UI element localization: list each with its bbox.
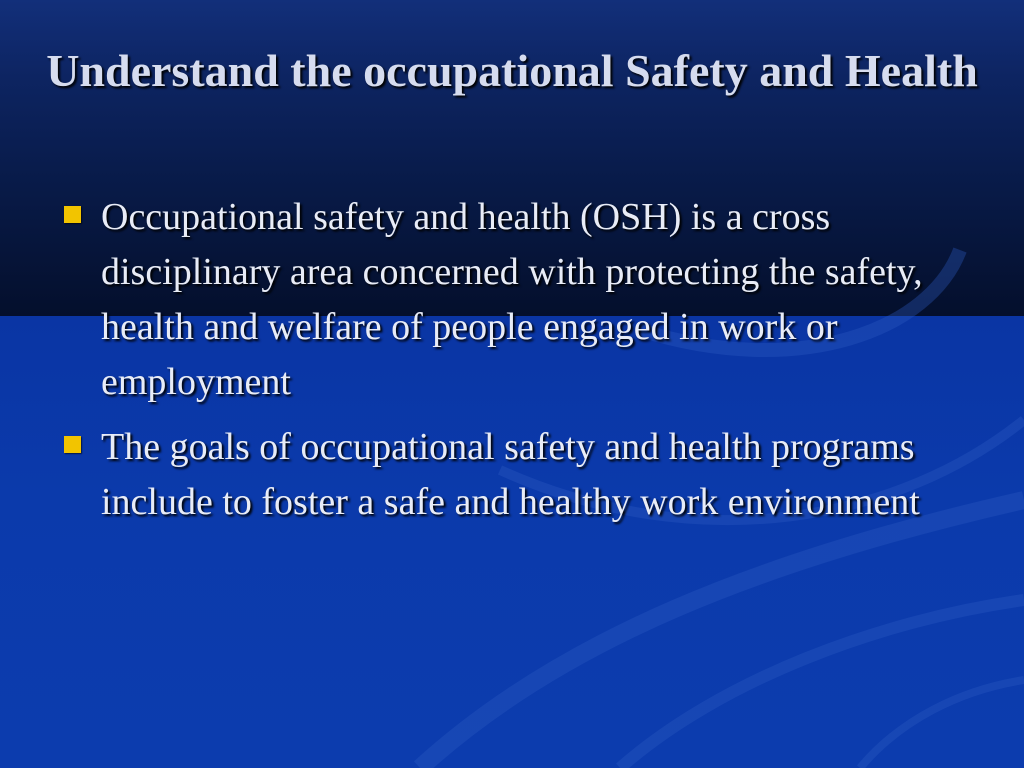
slide-title: Understand the occupational Safety and Health xyxy=(46,45,978,96)
square-bullet-icon xyxy=(64,436,81,453)
bullet-text: Occupational safety and health (OSH) is a cross disciplinary area concerned with protecting the safety, health and welfare of people engaged in work or employment xyxy=(101,196,923,403)
bullet-list xyxy=(0,190,1024,540)
bullet-text: The goals of occupational safety and health programs include to foster a safe and healthy work environment xyxy=(101,426,920,523)
bullet-item xyxy=(0,190,1024,410)
square-bullet-icon xyxy=(64,206,81,223)
bullet-item xyxy=(0,420,1024,530)
